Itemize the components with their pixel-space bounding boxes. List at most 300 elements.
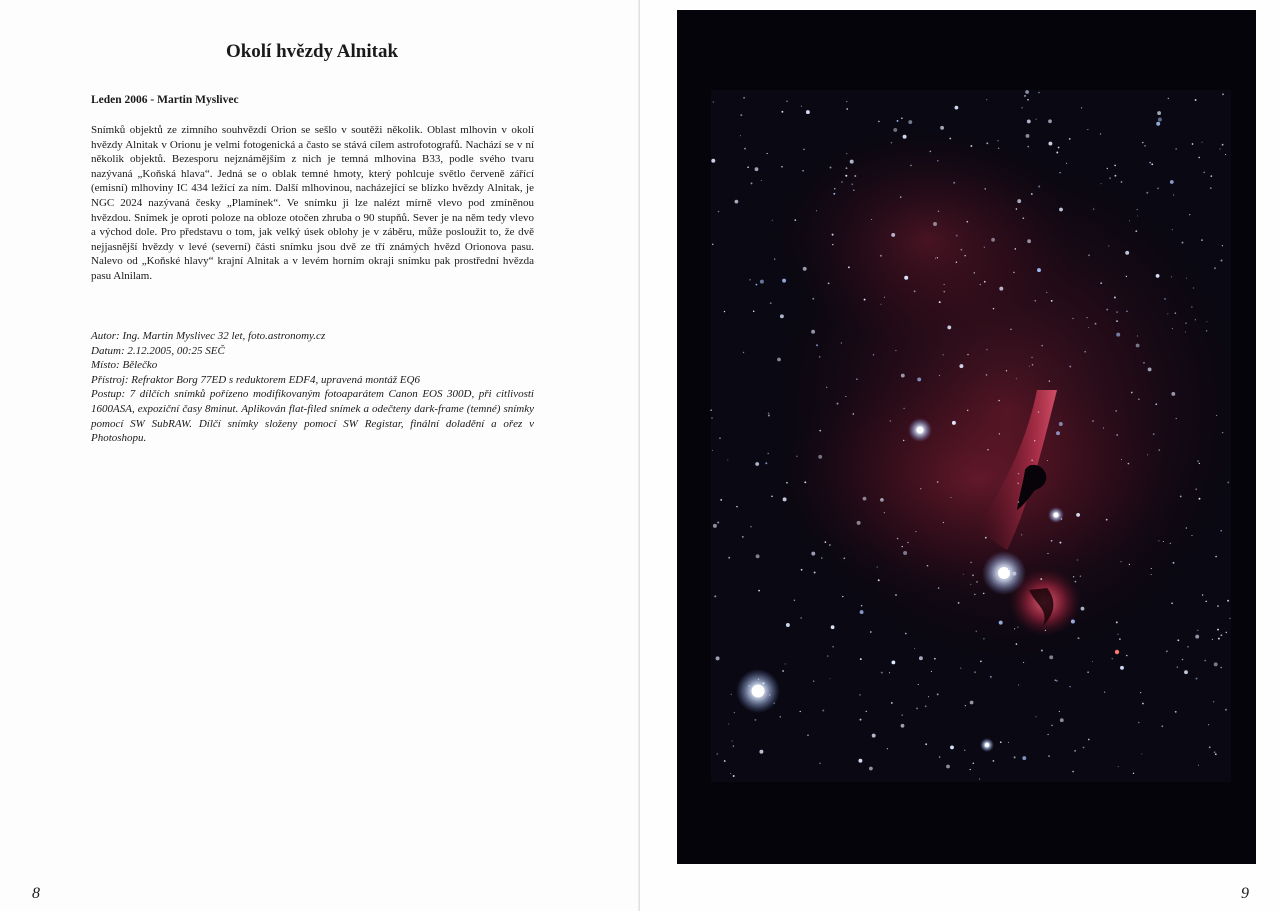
star — [965, 705, 966, 706]
star — [803, 149, 804, 150]
meta-author: Autor: Ing. Martin Myslivec 32 let, foto.astronomy.cz — [91, 330, 326, 342]
star — [929, 151, 931, 153]
star — [891, 142, 893, 144]
star — [1047, 734, 1048, 735]
star — [1172, 229, 1173, 230]
star — [859, 694, 861, 696]
star — [999, 621, 1003, 625]
star — [1137, 335, 1138, 336]
star — [1171, 276, 1172, 277]
star — [1013, 272, 1015, 274]
star — [1156, 122, 1160, 126]
star — [712, 243, 714, 245]
star — [1022, 217, 1024, 219]
star — [937, 693, 939, 695]
star — [1201, 239, 1203, 241]
star — [872, 734, 876, 738]
star — [1017, 483, 1019, 485]
star — [1189, 214, 1190, 215]
star — [960, 667, 961, 668]
star — [1078, 637, 1080, 639]
star — [1103, 427, 1104, 428]
star — [980, 661, 982, 663]
star — [1021, 534, 1022, 535]
star — [1029, 366, 1030, 367]
star — [1059, 711, 1060, 712]
star — [1051, 300, 1053, 302]
star — [825, 541, 827, 543]
star — [763, 682, 765, 684]
star — [1222, 144, 1224, 146]
star — [901, 714, 903, 716]
star — [780, 716, 781, 717]
star — [1088, 739, 1090, 741]
star — [1170, 180, 1174, 184]
star — [750, 526, 751, 527]
star — [827, 655, 829, 657]
star — [860, 610, 864, 614]
star — [970, 145, 972, 147]
star — [1147, 454, 1148, 455]
star — [1220, 530, 1222, 532]
star — [846, 153, 847, 154]
star — [1186, 278, 1187, 279]
star — [1016, 643, 1018, 645]
star — [1144, 145, 1145, 146]
star — [1106, 519, 1108, 521]
star — [1116, 621, 1118, 623]
star — [1182, 242, 1184, 244]
star — [1016, 208, 1018, 210]
star — [992, 760, 994, 762]
star — [758, 590, 760, 592]
star — [1025, 90, 1029, 94]
star — [800, 617, 801, 618]
star — [1117, 634, 1118, 635]
star — [714, 595, 716, 597]
star — [856, 378, 857, 379]
star — [1157, 188, 1159, 190]
star — [939, 301, 941, 303]
star — [1214, 751, 1216, 753]
star — [1017, 626, 1018, 627]
meta-date: Datum: 2.12.2005, 00:25 SEČ — [91, 344, 225, 357]
star — [1092, 661, 1093, 662]
star — [854, 175, 856, 177]
star — [819, 430, 821, 432]
star — [937, 160, 938, 161]
star — [1186, 527, 1188, 529]
star — [944, 284, 945, 285]
star — [1056, 680, 1058, 682]
star — [1045, 630, 1046, 631]
star — [1114, 175, 1116, 177]
star — [943, 522, 944, 523]
star — [853, 190, 855, 192]
star — [1125, 251, 1129, 255]
star — [753, 311, 755, 313]
star — [1135, 230, 1137, 232]
star — [916, 707, 918, 709]
star — [1222, 432, 1223, 433]
star — [880, 255, 882, 257]
star — [735, 200, 739, 204]
star — [1087, 317, 1088, 318]
star — [1131, 392, 1133, 394]
star — [1137, 216, 1138, 217]
star — [761, 180, 762, 181]
meta-instrument: Přístroj: Refraktor Borg 77ED s reduktorem EDF4, upravená montáž EQ6 — [91, 373, 420, 386]
star — [807, 734, 809, 736]
star — [1116, 311, 1117, 312]
star — [1225, 709, 1227, 711]
star — [964, 750, 965, 751]
star — [1022, 756, 1026, 760]
star — [1023, 662, 1024, 663]
star — [949, 138, 951, 140]
star — [740, 114, 742, 116]
star — [740, 135, 741, 136]
star — [1069, 686, 1070, 687]
star — [937, 257, 938, 258]
article-body: Snímků objektů ze zimního souhvězdí Orion se sešlo v soutěži několik. Oblast mlhovin v okolí hvězdy Alnitak v Orionu je velmi fotogenická a často se stává cílem astrofotografů. Nachází se v ní několik objektů. Bezesporu nejznámějším z nich je temná mlhovina B33, podle svého tvaru nazývaná „Koňská hlava“. Jedná se o oblak temné hmoty, který pohlcuje světlo červeně zářící (emisní) mlhoviny IC 434 ležící za ním. Další mlhovinou, nacházející se blízko hvězdy Alnitak, je NGC 2024 nazývaná česky „Plamínek“. Ve snímku ji lze nalézt mírně vlevo pod zmíněnou hvězdou. Snímek je oproti poloze na obloze otočen zhruba o 90 stupňů. Sever je na něm tedy vlevo a východ dole. Pro představu o tom, jak velký úsek oblohy je v záběru, může posloužit to, že dvě nejjasnější hvězdy v levé (severní) části snímku jsou dvě ze tří známých hvězd Orionova pasu. Nalevo od „Koňské hlavy“ krajní Alnitak a v levém horním okraji snímku pak prostřední hvězda pasu Alnilam. — [91, 124, 534, 282]
star — [1214, 662, 1218, 666]
star — [748, 685, 750, 687]
star — [1158, 118, 1162, 122]
star — [733, 775, 735, 777]
star — [1204, 660, 1206, 662]
star — [920, 488, 921, 489]
star — [1167, 313, 1168, 314]
star — [956, 261, 957, 262]
star — [974, 671, 976, 673]
star — [781, 166, 783, 168]
star — [985, 537, 987, 539]
star — [1208, 724, 1209, 725]
star — [1059, 542, 1061, 544]
star — [1172, 328, 1173, 329]
star — [728, 557, 730, 559]
star — [946, 765, 950, 769]
meta-place: Místo: Bělečko — [91, 359, 158, 372]
star — [970, 769, 971, 770]
star — [831, 625, 835, 629]
star — [986, 374, 988, 376]
star — [1201, 142, 1202, 143]
star — [1114, 165, 1116, 167]
star — [773, 703, 774, 704]
star — [1080, 575, 1081, 576]
star — [976, 631, 977, 632]
star — [751, 182, 753, 184]
star — [800, 711, 801, 712]
star — [1040, 578, 1042, 580]
star — [1121, 459, 1122, 460]
star — [851, 183, 853, 185]
star — [1225, 154, 1226, 155]
star — [1108, 245, 1109, 246]
star — [1015, 248, 1017, 250]
star — [786, 623, 790, 627]
star — [970, 562, 972, 564]
star — [848, 266, 850, 268]
star — [1220, 667, 1222, 669]
star — [917, 377, 921, 381]
star — [999, 287, 1003, 291]
star — [711, 417, 713, 419]
star — [902, 546, 903, 547]
star — [1136, 344, 1140, 348]
star — [880, 498, 884, 502]
star — [819, 763, 820, 764]
star — [1195, 488, 1197, 490]
star — [1141, 754, 1142, 755]
star — [897, 120, 899, 122]
article-byline: Leden 2006 - Martin Myslivec — [91, 94, 239, 106]
star — [1198, 765, 1199, 766]
star — [724, 311, 725, 312]
star — [877, 566, 878, 567]
star — [939, 375, 940, 376]
star — [1018, 473, 1020, 475]
star — [768, 412, 770, 414]
star — [1031, 357, 1032, 358]
star — [1027, 119, 1031, 123]
star — [727, 459, 728, 460]
star — [832, 244, 833, 245]
star — [712, 450, 713, 451]
star — [771, 495, 773, 497]
star — [895, 594, 897, 596]
star — [973, 763, 975, 765]
star — [1059, 422, 1063, 426]
star — [1182, 659, 1184, 661]
star — [1075, 581, 1077, 583]
star — [842, 596, 843, 597]
star — [873, 354, 875, 356]
star — [1195, 99, 1197, 101]
star — [1066, 163, 1067, 164]
star — [1222, 245, 1223, 246]
star — [713, 101, 714, 102]
star — [794, 599, 796, 601]
star — [744, 148, 746, 150]
star — [1210, 175, 1212, 177]
star — [938, 587, 939, 588]
star — [915, 531, 916, 532]
star — [749, 279, 751, 281]
star — [1199, 463, 1200, 464]
star — [736, 506, 738, 508]
star — [832, 234, 834, 236]
star — [765, 462, 767, 464]
star — [984, 247, 985, 248]
star — [841, 181, 843, 183]
star — [952, 421, 956, 425]
star — [1229, 618, 1230, 619]
star — [979, 284, 981, 286]
star — [811, 552, 815, 556]
star — [843, 557, 845, 559]
star — [803, 267, 807, 271]
star — [780, 314, 784, 318]
star — [1191, 535, 1192, 536]
star — [1047, 460, 1048, 461]
star — [754, 719, 756, 721]
star — [1212, 639, 1213, 640]
star — [1056, 152, 1058, 154]
star — [1219, 148, 1220, 149]
star — [1164, 298, 1166, 300]
star — [845, 396, 846, 397]
star — [1014, 756, 1016, 758]
star — [1069, 138, 1071, 140]
star — [960, 249, 962, 251]
star — [758, 678, 759, 679]
star — [1133, 773, 1134, 774]
star — [1046, 292, 1047, 293]
star — [1227, 600, 1229, 602]
star — [857, 521, 861, 525]
star — [881, 672, 883, 674]
star — [1217, 605, 1219, 607]
star — [986, 349, 988, 351]
star — [829, 544, 831, 546]
star — [818, 455, 822, 459]
star — [1126, 276, 1127, 277]
star — [769, 694, 770, 695]
page-number-left: 8 — [32, 885, 40, 902]
star — [1126, 655, 1128, 657]
star — [1048, 755, 1050, 757]
star — [901, 724, 905, 728]
star — [814, 572, 816, 574]
star — [1021, 107, 1022, 108]
star — [1227, 481, 1229, 483]
star — [970, 584, 971, 585]
star — [947, 325, 951, 329]
star — [974, 272, 975, 273]
star — [861, 605, 863, 607]
star — [1084, 351, 1086, 353]
star — [711, 159, 715, 163]
star — [801, 569, 803, 571]
star — [767, 453, 768, 454]
star — [830, 167, 832, 169]
star — [1048, 142, 1052, 146]
star — [772, 220, 773, 221]
star — [1195, 319, 1196, 320]
star — [774, 258, 775, 259]
star — [1191, 306, 1192, 307]
star — [1142, 703, 1144, 705]
star — [959, 364, 963, 368]
star — [1024, 95, 1026, 97]
star — [903, 440, 904, 441]
star — [829, 678, 830, 679]
star — [1221, 260, 1223, 262]
star — [846, 167, 848, 169]
star — [1216, 415, 1217, 416]
star — [863, 497, 867, 501]
star — [1092, 420, 1094, 422]
star — [724, 760, 726, 762]
star — [1072, 771, 1074, 773]
star — [1197, 460, 1199, 462]
star — [940, 126, 944, 130]
star — [993, 308, 995, 310]
star — [1047, 553, 1048, 554]
star — [891, 702, 893, 704]
star — [1034, 300, 1036, 302]
star — [1119, 638, 1121, 640]
star — [934, 658, 936, 660]
star — [1151, 568, 1152, 569]
star — [1111, 658, 1113, 660]
star — [845, 175, 847, 177]
star — [1069, 366, 1071, 368]
star — [832, 646, 834, 648]
star — [1100, 282, 1102, 284]
star — [907, 542, 908, 543]
star — [864, 299, 866, 301]
star — [834, 188, 835, 189]
star — [1184, 670, 1188, 674]
star — [802, 170, 804, 172]
star — [1034, 440, 1035, 441]
photo-metadata — [91, 329, 534, 446]
star — [1071, 620, 1075, 624]
star — [1129, 220, 1130, 221]
star — [1032, 364, 1034, 366]
star — [986, 142, 988, 144]
star — [1138, 398, 1140, 400]
star — [1041, 345, 1043, 347]
star — [811, 330, 815, 334]
star — [903, 135, 907, 139]
star — [1222, 93, 1224, 95]
star — [1206, 330, 1208, 332]
star — [900, 196, 901, 197]
star — [914, 290, 916, 292]
star — [781, 111, 783, 113]
star — [1177, 639, 1179, 641]
star — [1027, 146, 1029, 148]
star — [1215, 753, 1217, 755]
star — [821, 557, 823, 559]
star — [1157, 111, 1161, 115]
star — [1038, 185, 1040, 187]
star — [786, 482, 788, 484]
star — [1187, 646, 1189, 648]
star — [871, 219, 872, 220]
star — [1038, 92, 1040, 94]
star — [1041, 650, 1043, 652]
star — [1035, 716, 1036, 717]
star — [1159, 449, 1161, 451]
star — [895, 350, 896, 351]
star — [999, 433, 1000, 434]
star — [972, 574, 974, 576]
star — [1036, 119, 1037, 120]
star — [1176, 418, 1177, 419]
star — [1199, 498, 1201, 500]
star — [759, 750, 763, 754]
star — [742, 536, 744, 538]
star — [812, 298, 814, 300]
star — [903, 408, 905, 410]
star — [903, 551, 907, 555]
